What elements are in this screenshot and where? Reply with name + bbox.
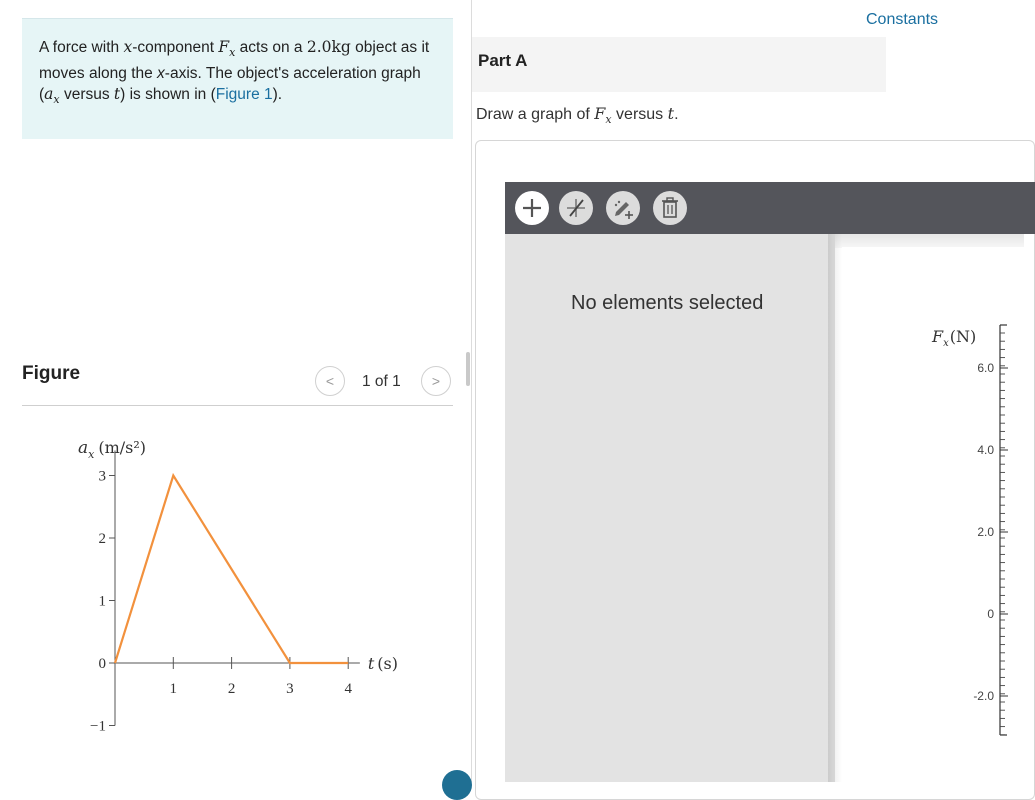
no-selection-message: No elements selected — [571, 292, 763, 315]
accel-y-tick-label: −1 — [90, 719, 106, 735]
force-graph-axes[interactable] — [842, 247, 1024, 782]
accel-series — [115, 475, 348, 663]
scrollbar-thumb[interactable] — [466, 352, 470, 386]
figure-heading: Figure — [22, 363, 80, 385]
part-a-instruction: Draw a graph of $F_x$ versus t. — [476, 104, 679, 126]
problem-statement-box — [22, 18, 453, 139]
accel-x-tick-label: 4 — [344, 681, 352, 697]
force-tick-label: 6.0 — [977, 361, 994, 375]
perpendicular-icon — [564, 196, 588, 220]
force-tick-label: 0 — [987, 607, 994, 621]
accel-y-tick-label: 0 — [99, 656, 107, 672]
accel-labels — [78, 438, 398, 673]
help-bubble[interactable] — [442, 770, 472, 800]
add-line-button[interactable] — [559, 191, 593, 225]
add-icon — [521, 197, 543, 219]
mass-value: 2.0kg — [307, 38, 351, 56]
add-element-button[interactable] — [515, 191, 549, 225]
delete-button[interactable] — [653, 191, 687, 225]
force-tick-label: 4.0 — [977, 443, 994, 457]
force-y-axis-label: $F_x(N)$ — [931, 327, 976, 349]
pencil-add-icon — [611, 196, 635, 220]
figure-pager-count: 1 of 1 — [362, 373, 401, 391]
accel-x-tick-label: 2 — [228, 681, 236, 697]
column-separator — [471, 0, 472, 782]
force-tick-label: 2.0 — [977, 525, 994, 539]
part-a-header — [472, 37, 886, 92]
x-symbol: x — [123, 38, 132, 56]
element-properties-panel — [505, 234, 835, 782]
accel-x-tick-label: 3 — [286, 681, 294, 697]
graph-toolbar — [505, 182, 1035, 234]
accel-y-tick-label: 3 — [99, 469, 107, 485]
panel-shadow — [828, 234, 842, 782]
previous-figure-button[interactable] — [315, 366, 345, 396]
next-figure-button[interactable] — [421, 366, 451, 396]
force-symbol: F — [218, 38, 229, 56]
accel-axes — [115, 451, 360, 726]
trash-icon — [660, 197, 680, 219]
problem-text: A force with x-component $F_x$ acts on a 2.0kg object as it moves along the x-axis. The object's acceleration graph ($a_x$ versus t) is shown in (Figure 1). — [39, 37, 439, 110]
force-labels — [931, 327, 994, 703]
accel-y-axis-label: $a_x$ (m/s²) — [78, 438, 146, 461]
chevron-left-icon: < — [326, 373, 334, 389]
edit-point-button[interactable] — [606, 191, 640, 225]
accel-y-tick-label: 1 — [99, 594, 107, 610]
part-a-title: Part A — [478, 51, 527, 71]
accel-ticks — [90, 469, 352, 735]
accel-series-line — [115, 476, 348, 664]
accel-y-tick-label: 2 — [99, 531, 107, 547]
force-y-axis — [1000, 325, 1008, 735]
force-tick-label: -2.0 — [973, 689, 994, 703]
accel-x-axis-label: t (s) — [368, 654, 398, 673]
accel-x-tick-label: 1 — [170, 681, 178, 697]
acceleration-chart — [50, 420, 380, 740]
constants-link[interactable]: Constants — [866, 11, 938, 29]
canvas-top-edge — [835, 234, 1024, 248]
figure-divider — [22, 405, 453, 406]
figure-1-link[interactable]: Figure 1 — [216, 86, 273, 103]
chevron-right-icon: > — [432, 373, 440, 389]
